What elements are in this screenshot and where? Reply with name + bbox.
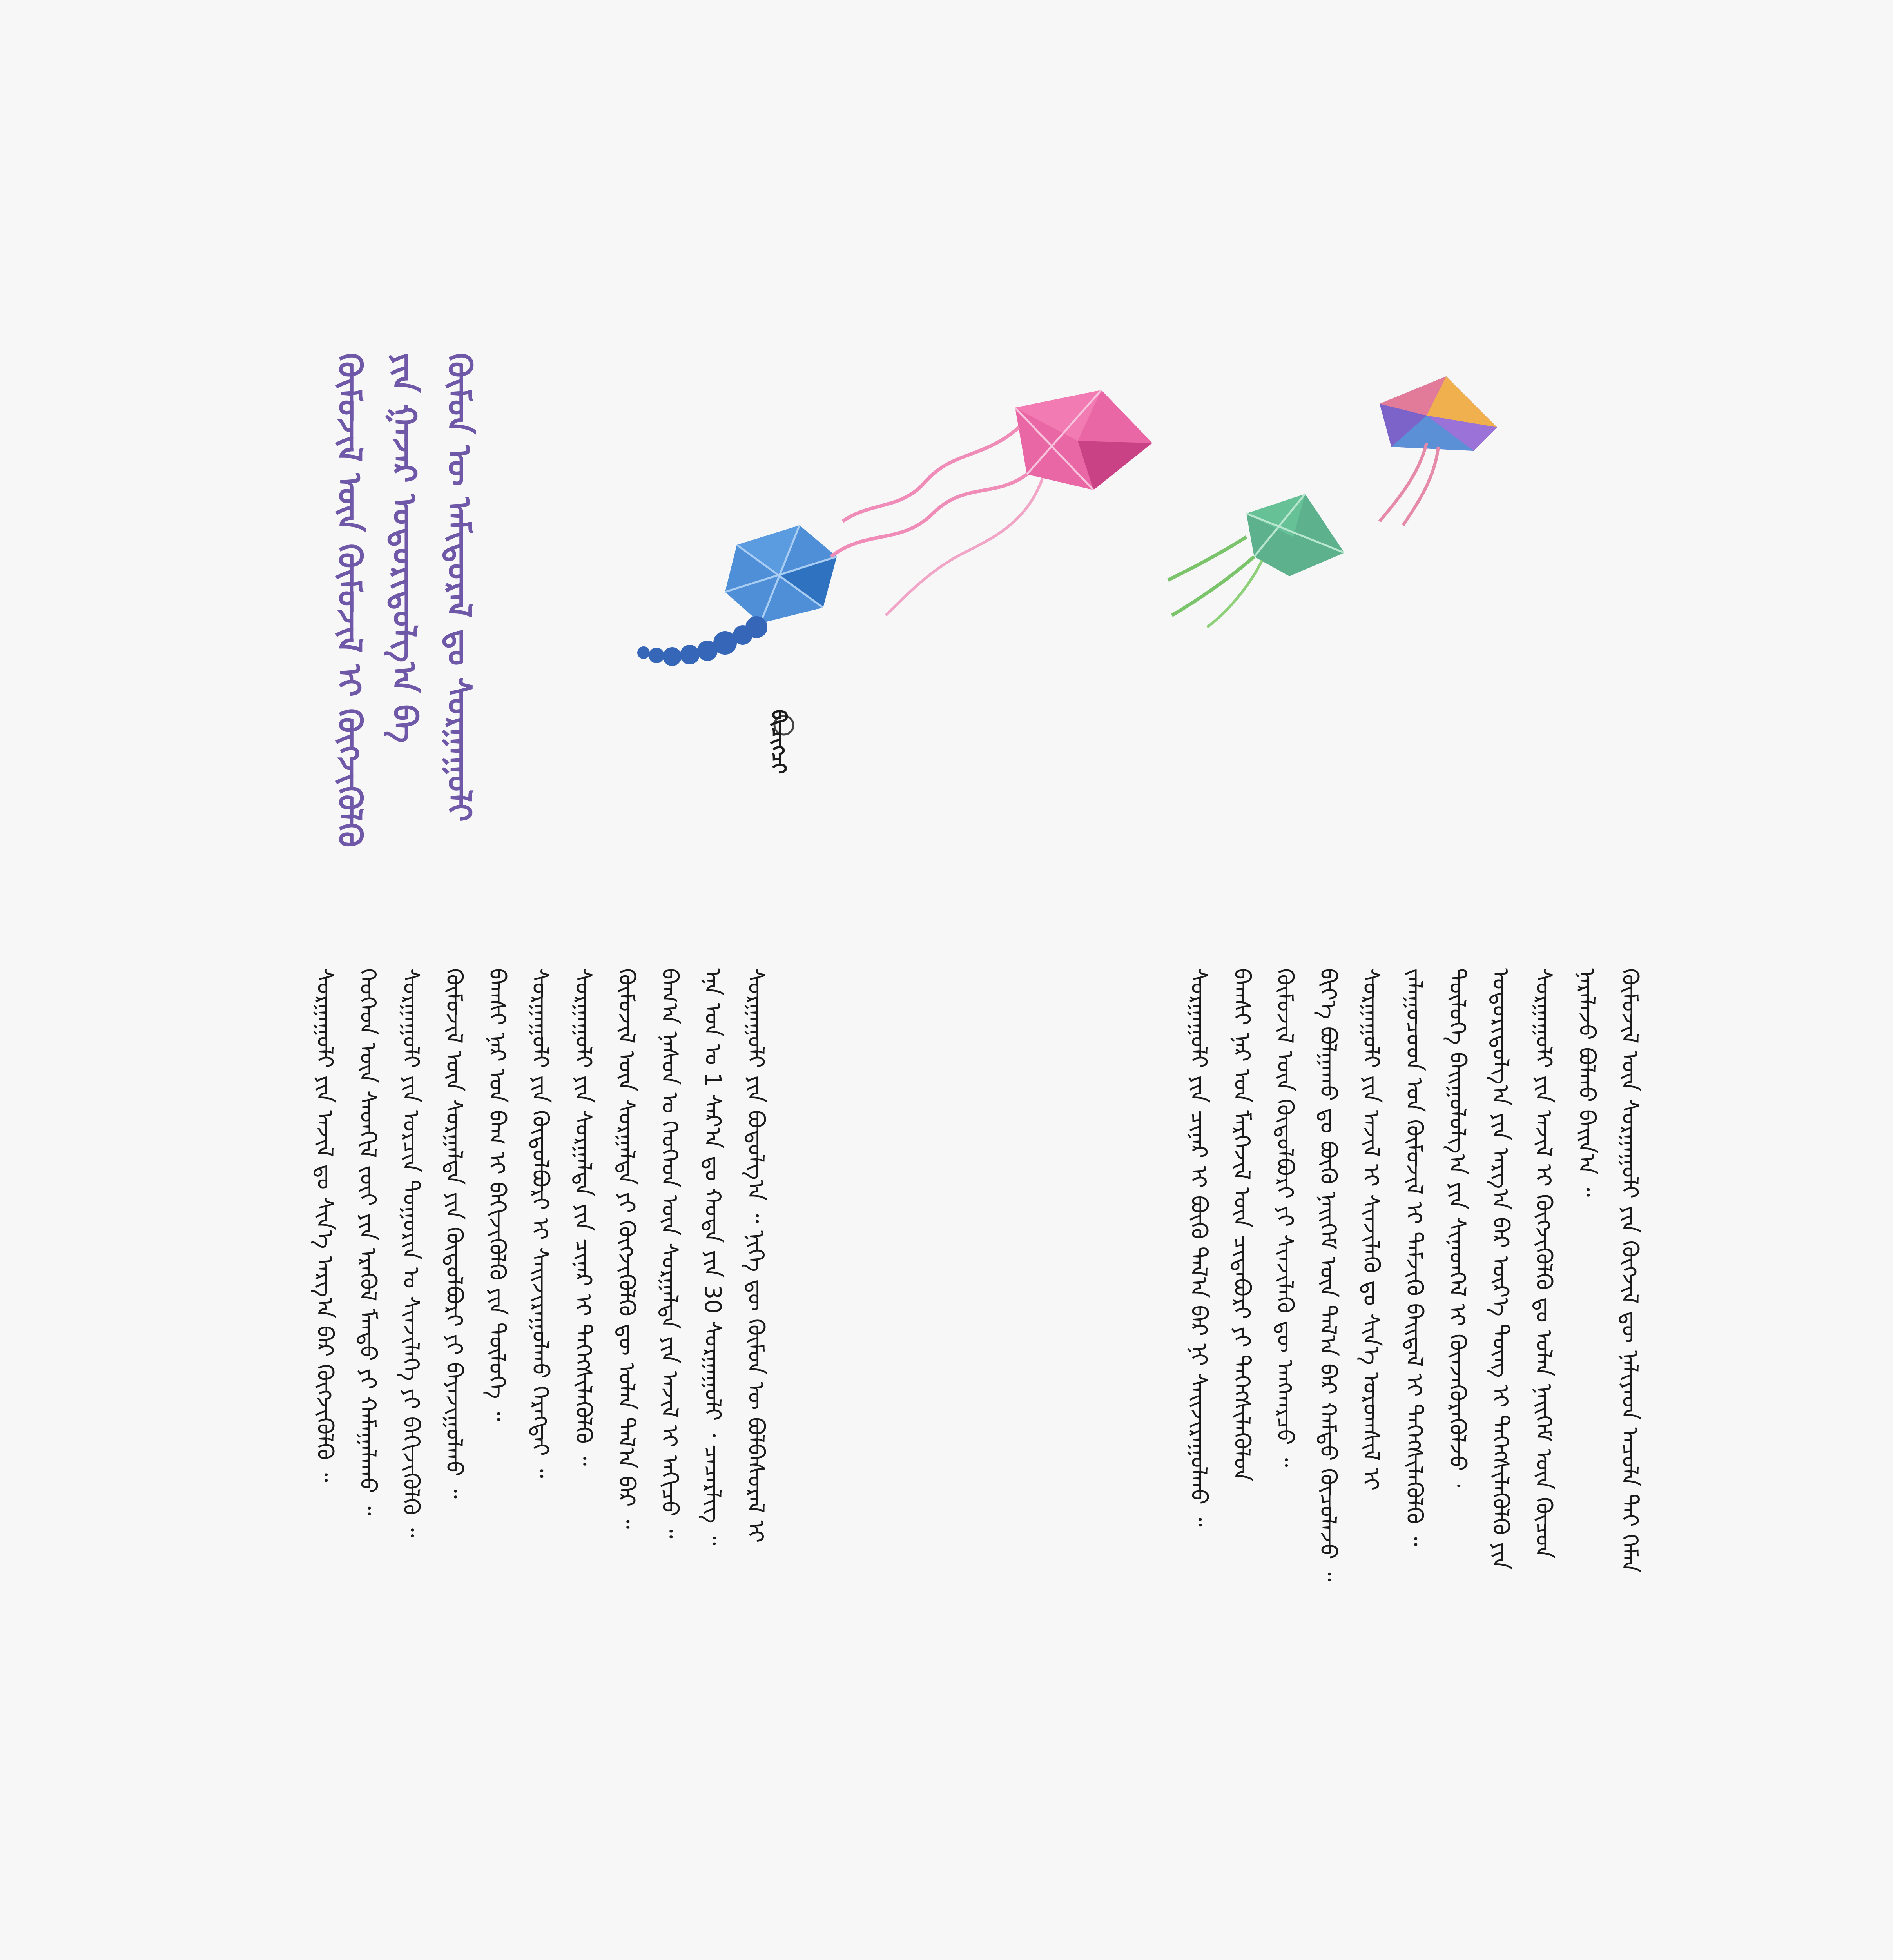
- text-column: ᠬᠡᠦᠬᠡᠳ ᠦᠨ ᠰᠡᠳᠬᠢᠯ ᠵᠦᠢ ᠶᠢᠨ ᠡᠷᠡᠭᠦᠯ ᠮᠡᠨᠳᠦ ᠶᠢ ᠬᠠᠮᠠᠭᠠᠯᠠᠬᠤ ᠃: [355, 968, 381, 1516]
- text-column: ᠬᠦᠮᠦᠵᠢᠯ ᠦᠨ ᠬᠥᠲᠦᠯᠪᠦᠷᠢ ᠶᠢ ᠰᠢᠨᠵᠢᠯᠡᠬᠦ ᠳᠦ ᠠᠩᠬᠠᠷᠴᠤ ᠃: [1272, 968, 1298, 1467]
- blue-kite-icon: [637, 525, 837, 735]
- text-column: ᠰᠤᠷᠭᠠᠭᠤᠯᠢ ᠶᠢᠨ ᠰᠤᠷᠭᠠᠯᠲᠠ ᠶᠢᠨ ᠴᠢᠨᠠᠷ ᠢ ᠳᠡᠭᠡᠭᠰᠢᠯᠡᠭᠦᠯᠬᠦ ᠃: [570, 968, 597, 1466]
- text-column: ᠪᠢᠢ᠎ᠡ ᠪᠣᠯᠭᠠᠬᠤ ᠳᠤ ᠪᠦᠬᠦ ᠨᠡᠢᠭᠡᠮ ᠦᠨ ᠲᠠᠯ᠎ᠠ ᠪᠠᠷ ᠬᠠᠮᠲᠤ ᠬᠦᠴᠦᠯᠡᠵᠦ ᠃: [1315, 968, 1342, 1582]
- author-name: ᠪᠢᠴᠢᠭᠴᠢ: [767, 710, 790, 774]
- text-column: ᠰᠤᠷᠭᠠᠭᠤᠯᠢ ᠶᠢᠨ ᠠᠵᠢᠯ ᠳᠤ ᠰᠢᠨ᠎ᠡ ᠠᠷᠭ᠎ᠠ ᠪᠠᠷ ᠬᠥᠭᠵᠢᠭᠦᠯᠬᠦ ᠃: [312, 968, 338, 1482]
- text-column: ᠬᠦᠮᠦᠵᠢᠯ ᠦᠨ ᠰᠤᠷᠭᠠᠯᠲᠠ ᠶᠢ ᠬᠥᠭᠵᠢᠭᠦᠯᠬᠦ ᠳᠦ ᠣᠯᠠᠨ ᠲᠠᠯ᠎ᠠ ᠪᠠᠷ ᠃: [613, 968, 640, 1529]
- green-kite-icon: [1168, 494, 1344, 627]
- rainbow-kite-icon: [1380, 376, 1497, 525]
- text-column: ᠪᠠᠭ᠎ᠠ ᠨᠠᠰᠤᠨ ᠤ ᠬᠡᠦᠬᠡᠳ ᠦᠨ ᠰᠤᠷᠭᠠᠯᠲᠠ ᠶᠢᠨ ᠠᠵᠢᠯ ᠢ ᠠᠬᠢᠴᠤ ᠃: [656, 968, 683, 1539]
- title-line-1: ᠬᠦᠮᠦᠨ ᠦ ᠠᠮᠢᠳᠤᠷᠠᠯ ᠳᠤ ᠰᠤᠷᠭᠠᠭᠤᠯᠢ: [440, 353, 479, 822]
- text-column: ᠪᠠᠭᠰᠢ ᠨᠠᠷ ᠤᠨ ᠮᠡᠷᠭᠡᠵᠢᠯ ᠦᠨ ᠴᠢᠳᠠᠪᠤᠷᠢ ᠶᠢ ᠳᠡᠭᠡᠭᠰᠢᠯᠡᠭᠦᠯᠦᠨ: [1229, 968, 1255, 1482]
- author-caption: [768, 710, 803, 827]
- text-column: ᠰᠤᠷᠭᠠᠭᠤᠯᠢ ᠶᠢᠨ ᠬᠥᠲᠦᠯᠪᠦᠷᠢ ᠢ ᠰᠠᠢᠵᠢᠷᠠᠭᠤᠯᠬᠤ ᠬᠡᠷᠡᠭᠲᠡᠢ ᠃: [527, 968, 554, 1478]
- text-column: ᠰᠤᠷᠭᠠᠭᠤᠯᠢ ᠶᠢᠨ ᠴᠢᠨᠠᠷ ᠢ ᠪᠦᠬᠦ ᠲᠠᠯ᠎ᠠ ᠪᠠᠷ ᠨᠢ ᠰᠠᠢᠵᠢᠷᠠᠭᠤᠯᠬᠤ ᠃: [1186, 968, 1212, 1527]
- text-column: ᠰᠤᠷᠭᠠᠭᠤᠯᠢ ᠶᠢᠨ ᠠᠵᠢᠯ ᠢ ᠬᠥᠭᠵᠢᠭᠦᠯᠬᠦ ᠳᠤ ᠣᠯᠠᠨ ᠨᠡᠢᠭᠡᠮ ᠦᠨ ᠬᠦᠴᠦᠨ: [1530, 968, 1557, 1559]
- text-column: ᠤᠳᠤᠷᠢᠳᠤᠯᠭ᠎ᠠ ᠶᠢᠨ ᠠᠷᠭ᠎ᠠ ᠪᠠᠷ ᠦᠷ᠎ᠡ ᠳᠦᠩ ᠢ ᠳᠡᠭᠡᠭᠰᠢᠯᠡᠭᠦᠯᠬᠦ ᠶᠢᠨ: [1487, 968, 1514, 1570]
- text-column: ᠪᠠᠭᠰᠢ ᠨᠠᠷ ᠤᠨ ᠪᠠᠭ ᠢ ᠪᠡᠬᠢᠵᠢᠭᠦᠯᠬᠦ ᠶᠢᠨ ᠲᠥᠯᠥᠭᠡ ᠃: [484, 968, 511, 1421]
- kites-illustration: [611, 372, 1591, 784]
- text-column: ᠲᠥᠯᠥᠭᠡ ᠪᠠᠢᠭᠤᠯᠤᠯᠭ᠎ᠠ ᠶᠢᠨ ᠰᠢᠨᠡᠳᠬᠡᠯ ᠢ ᠭᠦᠨᠵᠡᠭᠦᠷᠡᠭᠦᠯᠵᠦ ᠂: [1444, 968, 1471, 1488]
- text-column: ᠬᠦᠮᠦᠵᠢᠯ ᠦᠨ ᠰᠤᠷᠭᠠᠯᠲᠠ ᠶᠢᠨ ᠬᠥᠲᠦᠯᠪᠦᠷᠢ ᠶᠢ ᠪᠠᠶᠠᠵᠢᠭᠤᠯᠬᠤ ᠃: [441, 968, 468, 1499]
- title-line-3: ᠬᠦᠮᠦᠵᠢᠯ ᠦᠨ ᠬᠦᠮᠦᠵᠢᠯ ᠢ ᠬᠥᠭᠵᠢᠭᠦᠯᠬᠦ: [330, 353, 369, 848]
- text-column: ᠡᠨᠡ ᠣᠨ ᠤ 1 ᠰᠠᠷ᠎ᠠ ᠳᠤ ᠬᠣᠲᠠ ᠶᠢᠨ 30 ᠰᠤᠷᠭᠠᠭᠤᠯᠢ ᠂ ᠴᠡᠴᠡᠷᠯᠢᠭ ᠃: [700, 968, 726, 1546]
- text-column: ᠰᠤᠷᠭᠠᠭᠤᠯᠢ ᠶᠢᠨ ᠪᠣᠳᠤᠯᠭ᠎ᠠ ᠃ ᠨᠢᠭᠡ ᠳᠦ ᠬᠦᠮᠦᠨ ᠦ ᠪᠣᠯᠪᠠᠰᠤᠷᠠᠯ ᠢ: [743, 968, 769, 1543]
- title-line-2: ᠶᠢᠨ ᠭᠠᠵᠠᠷ ᠤᠳᠤᠷᠢᠳᠤᠯᠭ᠎ᠠ ᠪᠠ: [385, 353, 424, 743]
- text-column: ᠰᠤᠷᠭᠠᠭᠤᠯᠢ ᠶᠢᠨ ᠣᠷᠴᠢᠨ ᠳᠣᠭᠣᠷᠢᠨ ᠤ ᠰᠢᠨᠵᠢᠯᠡᠭᠡ ᠶᠢ ᠪᠡᠬᠢᠵᠢᠭᠦᠯᠬᠦ ᠃: [398, 968, 424, 1537]
- text-column: ᠵᠠᠯᠠᠭᠤᠴᠤᠳ ᠤᠨ ᠬᠦᠮᠦᠵᠢᠯ ᠢ ᠳᠡᠮᠵᠢᠬᠦ ᠪᠠᠢᠳᠠᠯ ᠢ ᠳᠡᠭᠡᠭᠰᠢᠯᠡᠭᠦᠯᠬᠦ ᠃: [1401, 968, 1428, 1546]
- text-column: ᠨᠡᠷᠡᠯᠡᠵᠦ ᠪᠣᠯᠬᠤ ᠪᠠᠢᠨ᠎ᠠ ᠃: [1574, 968, 1600, 1197]
- text-column: ᠰᠤᠷᠭᠠᠭᠤᠯᠢ ᠶᠢᠨ ᠠᠵᠢᠯ ᠢ ᠰᠢᠨᠵᠢᠯᠡᠬᠦ ᠳᠤ ᠰᠢᠨ᠎ᠡ ᠤᠷᠤᠭᠰᠢᠯ ᠢ: [1358, 968, 1385, 1491]
- text-column: ᠬᠦᠮᠦᠵᠢᠯ ᠦᠨ ᠰᠤᠷᠭᠠᠭᠤᠯᠢ ᠶᠢᠨ ᠬᠥᠭᠵᠢᠯ ᠳᠦ ᠨᠡᠯᠢᠶᠡᠳ ᠠᠴᠤᠯᠠ ᠲᠠᠢ ᠬᠡᠮᠡᠨ: [1617, 968, 1643, 1573]
- pink-kite-icon: [831, 390, 1152, 615]
